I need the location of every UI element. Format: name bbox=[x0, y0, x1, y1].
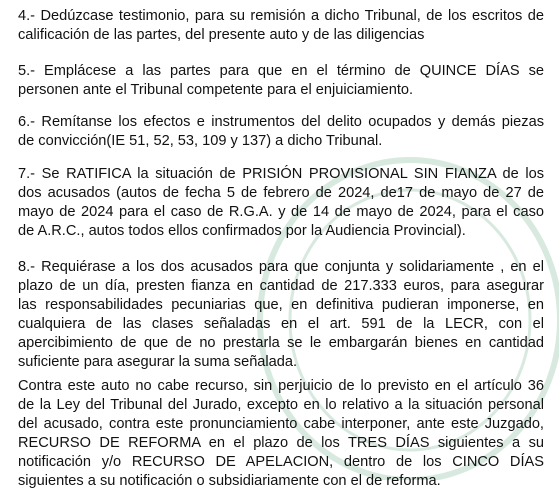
text-line: apercibimiento de que de no prestarla se le embargarán bienes en cantidad bbox=[18, 335, 544, 351]
text-line: plazo de un día, presten fianza en cantidad de 217.333 euros, para asegurar bbox=[18, 278, 544, 294]
text-line: suficiente para asegurar la suma señalada. bbox=[18, 354, 298, 370]
text-line: notificación y/o RECURSO DE APELACION, dentro de los CINCO DÍAS bbox=[18, 454, 544, 470]
paragraph-recurso bbox=[18, 377, 544, 491]
text-line: 8.- Requiérase a los dos acusados para que conjunta y solidariamente , en el bbox=[18, 259, 544, 275]
text-line: mayo de 2024 para el caso de R.G.A. y de 14 de mayo de 2024, para el caso bbox=[18, 204, 544, 220]
paragraph-7 bbox=[18, 165, 544, 241]
paragraph-5 bbox=[18, 62, 544, 100]
paragraph-6 bbox=[18, 113, 544, 151]
text-line: las responsabilidades pecuniarias que, en definitiva pudieran imponerse, en bbox=[18, 297, 544, 313]
text-line: 7.- Se RATIFICA la situación de PRISIÓN PROVISIONAL SIN FIANZA de los bbox=[18, 166, 544, 182]
text-line: calificación de las partes, del presente auto y de las diligencias bbox=[18, 27, 425, 43]
text-line: de convicción(IE 51, 52, 53, 109 y 137) a dicho Tribunal. bbox=[18, 133, 383, 149]
text-line: de A.R.C., autos todos ellos confirmados por la Audiencia Provincial). bbox=[18, 223, 466, 239]
text-line: cualquiera de las clases señaladas en el art. 591 de la LECR, con el bbox=[18, 316, 544, 332]
paragraph-4 bbox=[18, 7, 544, 45]
text-line: de la Ley del Tribunal del Jurado, excepto en lo relativo a la situación personal bbox=[18, 397, 544, 413]
text-line: del acusado, contra este pronunciamiento cabe interponer, ante este Juzgado, bbox=[18, 416, 544, 432]
text-line: personen ante el Tribunal competente para el enjuiciamiento. bbox=[18, 82, 414, 98]
text-line: siguientes a su notificación o subsidiariamente con el de reforma. bbox=[18, 473, 441, 489]
paragraph-8 bbox=[18, 258, 544, 372]
text-line: Contra este auto no cabe recurso, sin perjuicio de lo previsto en el artículo 36 bbox=[18, 378, 544, 394]
text-line: 4.- Dedúzcase testimonio, para su remisión a dicho Tribunal, de los escritos de bbox=[18, 8, 544, 24]
text-line: 6.- Remítanse los efectos e instrumentos del delito ocupados y demás piezas bbox=[18, 114, 544, 130]
text-line: dos acusados (autos de fecha 5 de febrero de 2024, de17 de mayo de 27 de bbox=[18, 185, 544, 201]
text-line: RECURSO DE REFORMA en el plazo de los TRES DÍAS siguientes a su bbox=[18, 435, 544, 451]
text-line: 5.- Emplácese a las partes para que en el término de QUINCE DÍAS se bbox=[18, 63, 544, 79]
